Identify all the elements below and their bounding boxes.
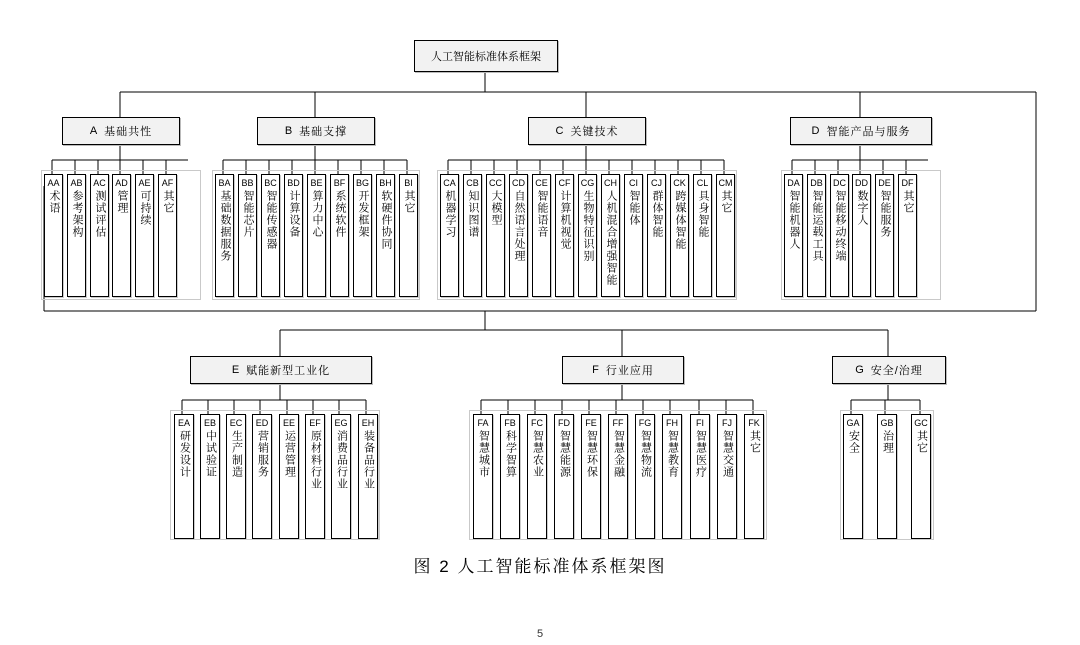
leaf-EA[interactable] bbox=[174, 414, 194, 539]
leaf-FJ-code: FJ bbox=[722, 418, 732, 428]
leaf-CL-code: CL bbox=[696, 178, 709, 188]
leaf-DD-label: 数字人 bbox=[856, 190, 868, 226]
leaf-EB-label: 中试验证 bbox=[204, 430, 217, 478]
leaf-BI-code: BI bbox=[404, 178, 413, 188]
leaf-EB-code: EB bbox=[203, 418, 216, 428]
leaf-CE[interactable] bbox=[532, 174, 551, 297]
leaf-AC[interactable] bbox=[90, 174, 109, 297]
leaf-CI[interactable] bbox=[624, 174, 643, 297]
leaf-ED-label: 营销服务 bbox=[256, 430, 269, 478]
leaf-BF-label: 系统软件 bbox=[334, 190, 346, 238]
leaf-CJ-label: 群体智能 bbox=[651, 190, 663, 238]
leaf-EG[interactable] bbox=[331, 414, 351, 539]
leaf-FG-code: FG bbox=[638, 418, 652, 428]
leaf-GA-code: GA bbox=[846, 418, 860, 428]
leaf-FK[interactable] bbox=[744, 414, 764, 539]
leaf-CL[interactable] bbox=[693, 174, 712, 297]
leaf-FA-label: 智慧城市 bbox=[477, 430, 490, 478]
leaf-FG-label: 智慧物流 bbox=[639, 430, 652, 478]
leaf-FD[interactable] bbox=[554, 414, 574, 539]
leaf-FC-label: 智慧农业 bbox=[531, 430, 544, 478]
leaf-AE[interactable] bbox=[135, 174, 154, 297]
leaf-DF-code: DF bbox=[901, 178, 914, 188]
leaf-CM-label: 其它 bbox=[720, 190, 732, 214]
leaf-CK-code: CK bbox=[673, 178, 686, 188]
category-c[interactable] bbox=[528, 117, 646, 145]
leaf-GA-label: 安全 bbox=[847, 430, 860, 454]
leaf-BE[interactable] bbox=[307, 174, 326, 297]
leaf-AD[interactable] bbox=[112, 174, 131, 297]
leaf-CC-label: 大模型 bbox=[490, 190, 502, 226]
leaf-AA-code: AA bbox=[47, 178, 60, 188]
leaf-AC-label: 测试评估 bbox=[94, 190, 106, 238]
leaf-FA[interactable] bbox=[473, 414, 493, 539]
leaf-BI[interactable] bbox=[399, 174, 418, 297]
leaf-DC-code: DC bbox=[833, 178, 846, 188]
leaf-CC-code: CC bbox=[489, 178, 502, 188]
leaf-BC-label: 智能传感器 bbox=[265, 190, 277, 250]
leaf-EH[interactable] bbox=[358, 414, 378, 539]
leaf-FE-code: FE bbox=[585, 418, 597, 428]
leaf-DD-code: DD bbox=[855, 178, 868, 188]
leaf-EG-label: 消费品行业 bbox=[335, 430, 348, 490]
leaf-BE-label: 算力中心 bbox=[311, 190, 323, 238]
leaf-GC[interactable] bbox=[911, 414, 931, 539]
leaf-CD-code: CD bbox=[512, 178, 525, 188]
leaf-FA-code: FA bbox=[477, 418, 489, 428]
category-b-code: B bbox=[284, 125, 294, 137]
leaf-EB[interactable] bbox=[200, 414, 220, 539]
leaf-EF[interactable] bbox=[305, 414, 325, 539]
leaf-CH[interactable] bbox=[601, 174, 620, 297]
leaf-AF-code: AF bbox=[161, 178, 174, 188]
leaf-DA[interactable] bbox=[784, 174, 803, 297]
leaf-CB-label: 知识图谱 bbox=[467, 190, 479, 238]
category-e[interactable] bbox=[190, 356, 372, 384]
leaf-CM[interactable] bbox=[716, 174, 735, 297]
leaf-CF-label: 计算机视觉 bbox=[559, 190, 571, 250]
leaf-CG-code: CG bbox=[580, 178, 595, 188]
leaf-BD-label: 计算设备 bbox=[288, 190, 300, 238]
leaf-BA-label: 基础数据服务 bbox=[219, 190, 231, 262]
leaf-AA-label: 术语 bbox=[48, 190, 60, 214]
leaf-EC-code: EC bbox=[229, 418, 243, 428]
leaf-DB-code: DB bbox=[810, 178, 823, 188]
category-f[interactable] bbox=[562, 356, 684, 384]
leaf-EH-label: 装备品行业 bbox=[362, 430, 375, 490]
leaf-FG[interactable] bbox=[635, 414, 655, 539]
leaf-CE-label: 智能语音 bbox=[536, 190, 548, 238]
leaf-BF-code: BF bbox=[333, 178, 346, 188]
leaf-CE-code: CE bbox=[535, 178, 548, 188]
leaf-CH-label: 人机混合增强智能 bbox=[605, 190, 617, 286]
category-d-code: D bbox=[811, 125, 821, 137]
page-number: 5 bbox=[536, 628, 544, 640]
leaf-FD-code: FD bbox=[558, 418, 570, 428]
leaf-EF-label: 原材料行业 bbox=[309, 430, 322, 490]
leaf-AD-label: 管理 bbox=[116, 190, 128, 214]
leaf-AE-code: AE bbox=[138, 178, 151, 188]
category-c-label: 关键技术 bbox=[570, 126, 619, 138]
leaf-CM-code: CM bbox=[718, 178, 733, 188]
leaf-FH[interactable] bbox=[662, 414, 682, 539]
leaf-DC-label: 智能移动终端 bbox=[834, 190, 846, 262]
leaf-CA-label: 机器学习 bbox=[444, 190, 456, 238]
leaf-EC[interactable] bbox=[226, 414, 246, 539]
leaf-EA-label: 研发设计 bbox=[178, 430, 191, 478]
leaf-DC[interactable] bbox=[830, 174, 849, 297]
leaf-ED[interactable] bbox=[252, 414, 272, 539]
leaf-CK-label: 跨媒体智能 bbox=[674, 190, 686, 250]
leaf-BB[interactable] bbox=[238, 174, 257, 297]
leaf-CB[interactable] bbox=[463, 174, 482, 297]
leaf-BG-code: BG bbox=[355, 178, 369, 188]
leaf-DE-code: DE bbox=[878, 178, 891, 188]
leaf-AA[interactable] bbox=[44, 174, 63, 297]
leaf-BB-code: BB bbox=[241, 178, 254, 188]
leaf-EF-code: EF bbox=[309, 418, 321, 428]
leaf-GC-code: GC bbox=[914, 418, 928, 428]
leaf-CG[interactable] bbox=[578, 174, 597, 297]
leaf-FK-code: FK bbox=[748, 418, 760, 428]
leaf-DA-label: 智能机器人 bbox=[788, 190, 800, 250]
leaf-BC[interactable] bbox=[261, 174, 280, 297]
leaf-AB-code: AB bbox=[70, 178, 83, 188]
category-b-label: 基础支撑 bbox=[299, 126, 348, 138]
leaf-BF[interactable] bbox=[330, 174, 349, 297]
leaf-CA[interactable] bbox=[440, 174, 459, 297]
leaf-CJ[interactable] bbox=[647, 174, 666, 297]
leaf-AF-label: 其它 bbox=[162, 190, 174, 214]
figure-caption: 图 2 人工智能标准体系框架图 bbox=[413, 557, 667, 576]
category-c-code: C bbox=[555, 125, 565, 137]
leaf-FI-label: 智慧医疗 bbox=[694, 430, 707, 478]
leaf-CA-code: CA bbox=[443, 178, 456, 188]
leaf-CD-label: 自然语言处理 bbox=[513, 190, 525, 262]
leaf-EE-code: EE bbox=[282, 418, 295, 428]
category-a-label: 基础共性 bbox=[104, 126, 153, 138]
leaf-FF-label: 智慧金融 bbox=[612, 430, 625, 478]
leaf-GC-label: 其它 bbox=[915, 430, 928, 454]
leaf-DF[interactable] bbox=[898, 174, 917, 297]
leaf-CC[interactable] bbox=[486, 174, 505, 297]
leaf-EE[interactable] bbox=[279, 414, 299, 539]
leaf-CI-code: CI bbox=[629, 178, 638, 188]
leaf-CH-code: CH bbox=[604, 178, 617, 188]
leaf-FF[interactable] bbox=[608, 414, 628, 539]
leaf-GB-label: 治理 bbox=[881, 430, 894, 454]
leaf-FB-label: 科学智算 bbox=[504, 430, 517, 478]
leaf-BH[interactable] bbox=[376, 174, 395, 297]
leaf-BG-label: 开发框架 bbox=[357, 190, 369, 238]
leaf-EE-label: 运营管理 bbox=[283, 430, 296, 478]
leaf-DB[interactable] bbox=[807, 174, 826, 297]
leaf-FE-label: 智慧环保 bbox=[585, 430, 598, 478]
leaf-CK[interactable] bbox=[670, 174, 689, 297]
leaf-CJ-code: CJ bbox=[651, 178, 662, 188]
leaf-GA[interactable] bbox=[843, 414, 863, 539]
leaf-AE-label: 可持续 bbox=[139, 190, 151, 226]
root-node[interactable] bbox=[414, 40, 558, 72]
leaf-EH-code: EH bbox=[361, 418, 375, 428]
leaf-FH-label: 智慧教育 bbox=[666, 430, 679, 478]
leaf-CL-label: 具身智能 bbox=[697, 190, 709, 238]
leaf-FC-code: FC bbox=[531, 418, 543, 428]
leaf-FI-code: FI bbox=[696, 418, 704, 428]
leaf-CF-code: CF bbox=[558, 178, 571, 188]
category-f-label: 行业应用 bbox=[605, 365, 654, 377]
leaf-CG-label: 生物特征识别 bbox=[582, 190, 594, 262]
category-f-code: F bbox=[592, 364, 600, 376]
leaf-FI[interactable] bbox=[690, 414, 710, 539]
leaf-DE[interactable] bbox=[875, 174, 894, 297]
category-g-label: 安全/治理 bbox=[870, 365, 923, 377]
leaf-DD[interactable] bbox=[852, 174, 871, 297]
leaf-AC-code: AC bbox=[93, 178, 106, 188]
category-d-label: 智能产品与服务 bbox=[826, 126, 911, 138]
category-e-code: E bbox=[231, 364, 241, 376]
leaf-DB-label: 智能运载工具 bbox=[811, 190, 823, 262]
leaf-AB-label: 参考架构 bbox=[71, 190, 83, 238]
leaf-FF-code: FF bbox=[612, 418, 624, 428]
leaf-AB[interactable] bbox=[67, 174, 86, 297]
leaf-EG-code: EG bbox=[334, 418, 348, 428]
leaf-ED-code: ED bbox=[255, 418, 269, 428]
leaf-FK-label: 其它 bbox=[748, 430, 761, 454]
leaf-FE[interactable] bbox=[581, 414, 601, 539]
leaf-BC-code: BC bbox=[264, 178, 277, 188]
category-a[interactable] bbox=[62, 117, 180, 145]
leaf-BH-label: 软硬件协同 bbox=[380, 190, 392, 250]
leaf-BD-code: BD bbox=[287, 178, 300, 188]
root-label: 人工智能标准体系框架 bbox=[431, 51, 541, 63]
leaf-FD-label: 智慧能源 bbox=[558, 430, 571, 478]
leaf-CF[interactable] bbox=[555, 174, 574, 297]
category-d[interactable] bbox=[790, 117, 932, 145]
leaf-GB-code: GB bbox=[880, 418, 894, 428]
category-b[interactable] bbox=[257, 117, 375, 145]
leaf-CD[interactable] bbox=[509, 174, 528, 297]
leaf-DA-code: DA bbox=[787, 178, 800, 188]
leaf-BG[interactable] bbox=[353, 174, 372, 297]
leaf-FC[interactable] bbox=[527, 414, 547, 539]
leaf-EA-code: EA bbox=[177, 418, 190, 428]
category-g-code: G bbox=[855, 364, 865, 376]
leaf-BA[interactable] bbox=[215, 174, 234, 297]
category-a-code: A bbox=[89, 125, 99, 137]
leaf-FJ-label: 智慧交通 bbox=[721, 430, 734, 478]
leaf-GB[interactable] bbox=[877, 414, 897, 539]
leaf-CB-code: CB bbox=[466, 178, 479, 188]
leaf-BA-code: BA bbox=[218, 178, 231, 188]
leaf-FB-code: FB bbox=[504, 418, 516, 428]
leaf-BD[interactable] bbox=[284, 174, 303, 297]
category-g[interactable] bbox=[832, 356, 946, 384]
leaf-FH-code: FH bbox=[666, 418, 678, 428]
leaf-BE-code: BE bbox=[310, 178, 323, 188]
leaf-FJ[interactable] bbox=[717, 414, 737, 539]
category-e-label: 赋能新型工业化 bbox=[246, 365, 331, 377]
leaf-AD-code: AD bbox=[115, 178, 128, 188]
leaf-BB-label: 智能芯片 bbox=[242, 190, 254, 238]
leaf-FB[interactable] bbox=[500, 414, 520, 539]
leaf-AF[interactable] bbox=[158, 174, 177, 297]
leaf-EC-label: 生产制造 bbox=[230, 430, 243, 478]
leaf-DE-label: 智能服务 bbox=[879, 190, 891, 238]
leaf-CI-label: 智能体 bbox=[628, 190, 640, 226]
leaf-BH-code: BH bbox=[379, 178, 392, 188]
leaf-DF-label: 其它 bbox=[902, 190, 914, 214]
leaf-BI-label: 其它 bbox=[403, 190, 415, 214]
